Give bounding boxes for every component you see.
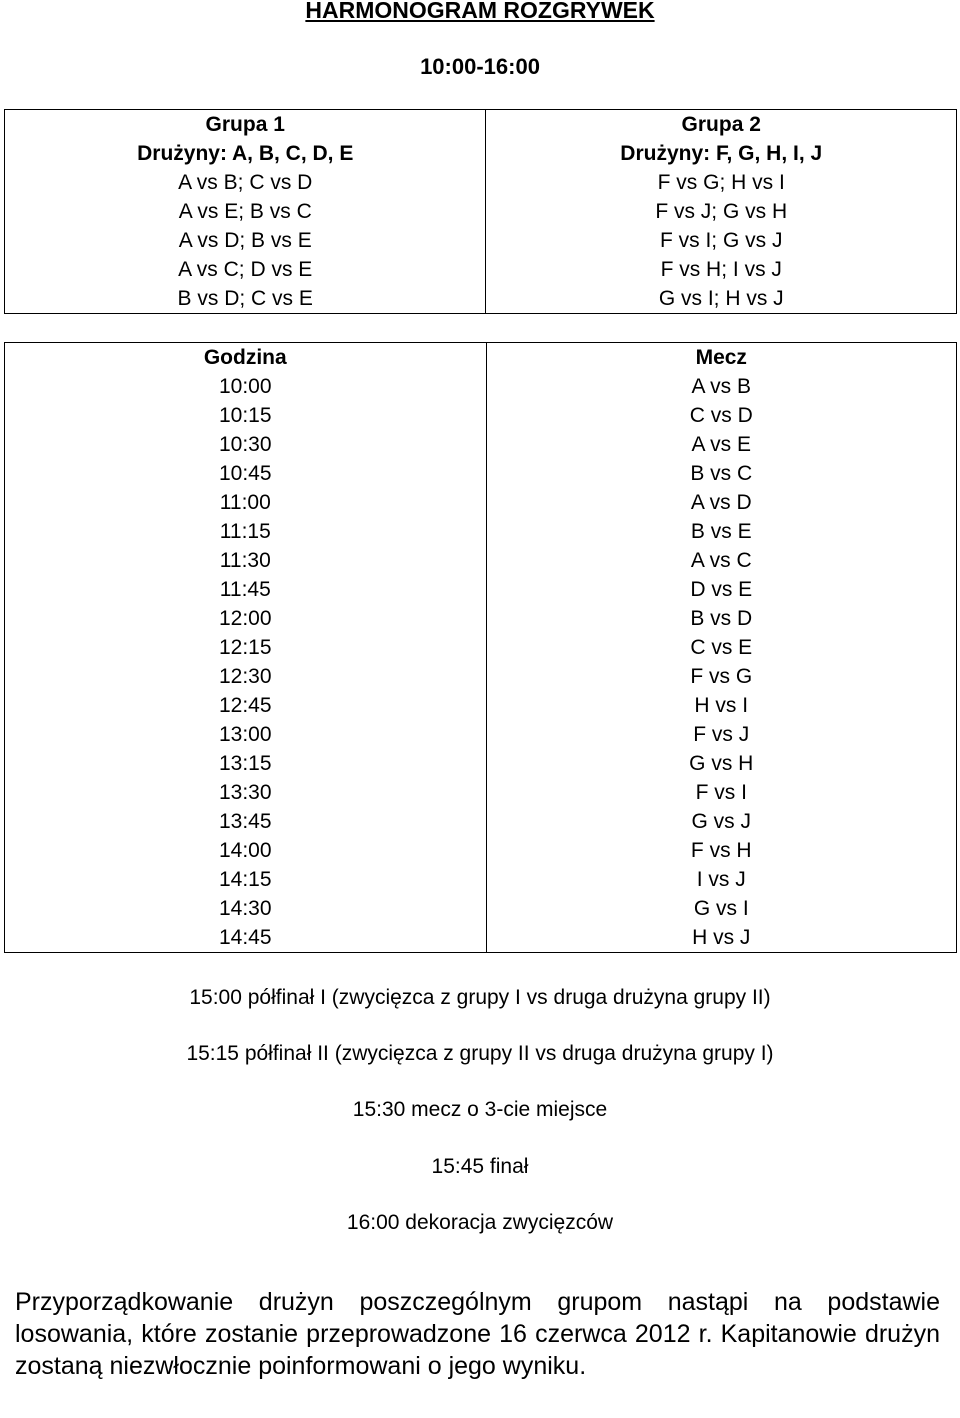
row-match: B vs D (486, 604, 956, 633)
row-match: C vs D (486, 401, 956, 430)
group1-match-line: A vs B; C vs D (5, 168, 486, 197)
row-time: 13:30 (5, 778, 487, 807)
table-row (5, 604, 957, 633)
table-row (5, 749, 957, 778)
row-match: H vs I (486, 691, 956, 720)
row-time: 14:00 (5, 836, 487, 865)
document-title: HARMONOGRAM ROZGRYWEK (305, 0, 655, 23)
header-time: Godzina (5, 343, 487, 373)
table-row (5, 691, 957, 720)
row-time: 13:00 (5, 720, 487, 749)
row-match: G vs I (486, 894, 956, 923)
table-row (5, 430, 957, 459)
third-place-match: 15:30 mecz o 3-cie miejsce (352, 1098, 608, 1121)
group2-name: Grupa 2 (486, 110, 957, 140)
row-time: 11:15 (5, 517, 487, 546)
group2-match-line: G vs I; H vs J (486, 284, 957, 314)
table-row (5, 894, 957, 923)
group2-match-line: F vs J; G vs H (486, 197, 957, 226)
row-match: G vs J (486, 807, 956, 836)
draw-note: Przyporządkowanie drużyn poszczególnym grupom nastąpi na podstawie losowania, które zostanie przeprowadzone 16 czerwca 2012 r. Kapitanowie drużyn zostaną niezwłocznie poinformowani o jego wyniku. (15, 1288, 940, 1380)
table-row (5, 488, 957, 517)
schedule-table (4, 342, 957, 953)
table-row (5, 807, 957, 836)
row-match: F vs I (486, 778, 956, 807)
group2-match-line: F vs G; H vs I (486, 168, 957, 197)
row-match: H vs J (486, 923, 956, 953)
row-match: B vs E (486, 517, 956, 546)
table-row (5, 372, 957, 401)
row-match: C vs E (486, 633, 956, 662)
row-time: 10:45 (5, 459, 487, 488)
row-time: 11:30 (5, 546, 487, 575)
row-time: 13:15 (5, 749, 487, 778)
group1-name: Grupa 1 (5, 110, 486, 140)
row-time: 10:15 (5, 401, 487, 430)
group2-teams: Drużyny: F, G, H, I, J (486, 139, 957, 168)
table-row (5, 575, 957, 604)
table-row (5, 197, 957, 226)
table-header-row (5, 343, 957, 373)
row-time: 11:00 (5, 488, 487, 517)
semifinal-1: 15:00 półfinał I (zwycięzca z grupy I vs druga drużyna grupy II) (189, 986, 771, 1009)
row-match: A vs D (486, 488, 956, 517)
table-row (5, 836, 957, 865)
row-match: B vs C (486, 459, 956, 488)
group1-match-line: B vs D; C vs E (5, 284, 486, 314)
group1-match-line: A vs C; D vs E (5, 255, 486, 284)
group2-match-line: F vs I; G vs J (486, 226, 957, 255)
row-match: A vs B (486, 372, 956, 401)
table-row (5, 720, 957, 749)
table-row (5, 923, 957, 953)
table-row (5, 401, 957, 430)
row-time: 12:45 (5, 691, 487, 720)
group1-teams: Drużyny: A, B, C, D, E (5, 139, 486, 168)
group1-match-line: A vs D; B vs E (5, 226, 486, 255)
row-time: 10:00 (5, 372, 487, 401)
semifinal-2: 15:15 półfinał II (zwycięzca z grupy II vs druga drużyna grupy I) (186, 1042, 774, 1065)
table-row (5, 284, 957, 314)
table-row (5, 633, 957, 662)
row-match: A vs C (486, 546, 956, 575)
row-match: G vs H (486, 749, 956, 778)
table-row (5, 865, 957, 894)
row-time: 13:45 (5, 807, 487, 836)
final-match: 15:45 finał (431, 1155, 529, 1178)
table-row (5, 255, 957, 284)
table-row (5, 110, 957, 140)
row-time: 14:45 (5, 923, 487, 953)
row-match: D vs E (486, 575, 956, 604)
table-row (5, 226, 957, 255)
table-row (5, 459, 957, 488)
row-time: 14:30 (5, 894, 487, 923)
row-match: I vs J (486, 865, 956, 894)
groups-table (4, 109, 957, 314)
award-ceremony: 16:00 dekoracja zwycięzców (346, 1211, 614, 1234)
table-row (5, 517, 957, 546)
row-time: 12:30 (5, 662, 487, 691)
table-row (5, 546, 957, 575)
row-time: 10:30 (5, 430, 487, 459)
table-row (5, 168, 957, 197)
table-row (5, 778, 957, 807)
time-range: 10:00-16:00 (420, 54, 540, 79)
group2-match-line: F vs H; I vs J (486, 255, 957, 284)
row-match: A vs E (486, 430, 956, 459)
row-match: F vs G (486, 662, 956, 691)
row-match: F vs H (486, 836, 956, 865)
header-match: Mecz (486, 343, 956, 373)
row-time: 14:15 (5, 865, 487, 894)
row-time: 12:00 (5, 604, 487, 633)
table-row (5, 662, 957, 691)
group1-match-line: A vs E; B vs C (5, 197, 486, 226)
row-time: 12:15 (5, 633, 487, 662)
row-time: 11:45 (5, 575, 487, 604)
table-row (5, 139, 957, 168)
row-match: F vs J (486, 720, 956, 749)
